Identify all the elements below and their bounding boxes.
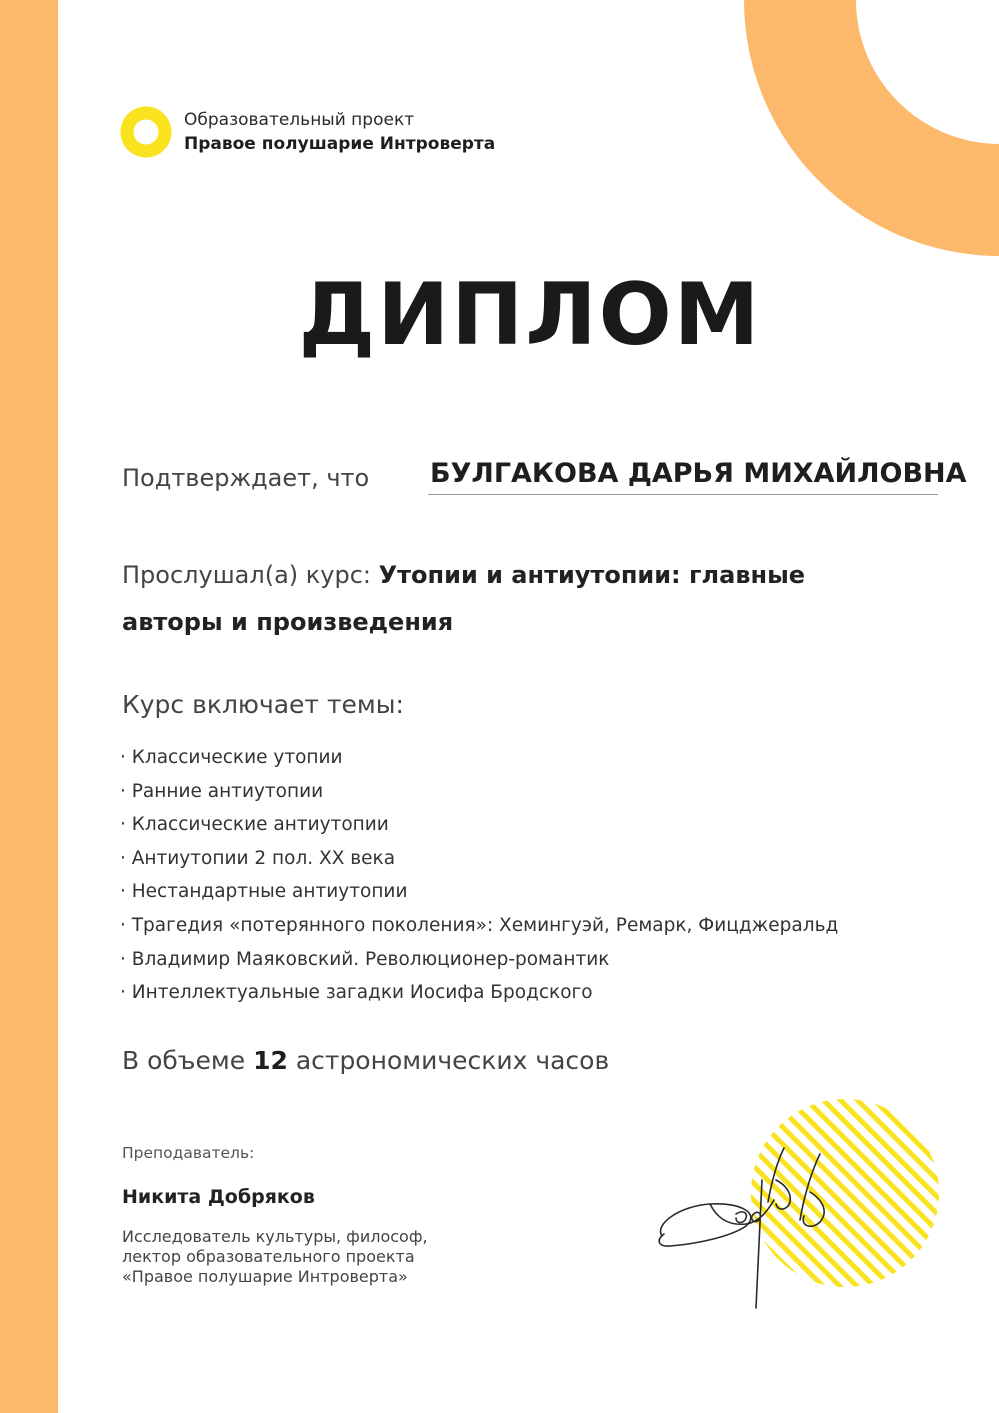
volume-suffix: астрономических часов bbox=[295, 1046, 610, 1075]
yellow-ring-logo-icon bbox=[120, 106, 172, 158]
volume-hours: 12 bbox=[253, 1046, 288, 1075]
list-item: · Трагедия «потерянного поколения»: Хемингуэй, Ремарк, Фицджеральд bbox=[120, 914, 839, 936]
list-item: · Антиутопии 2 пол. XX века bbox=[120, 847, 396, 869]
list-item: · Ранние антиутопии bbox=[120, 780, 324, 802]
volume-prefix: В объеме bbox=[122, 1046, 246, 1075]
diploma-title: ДИПЛОМ bbox=[298, 265, 762, 365]
teacher-name: Никита Добряков bbox=[122, 1186, 315, 1208]
topics-list bbox=[120, 744, 838, 1013]
list-item: · Классические утопии bbox=[120, 747, 343, 768]
brand-project-name: Правое полушарие Интроверта bbox=[184, 134, 496, 154]
student-name: БУЛГАКОВА ДАРЬЯ МИХАЙЛОВНА bbox=[430, 458, 967, 489]
teacher-description-line: лектор образовательного проекта bbox=[122, 1247, 415, 1266]
topics-heading: Курс включает темы: bbox=[122, 690, 404, 719]
list-item: · Нестандартные антиутопии bbox=[120, 881, 408, 903]
course-label: Прослушал(а) курс: bbox=[122, 561, 371, 589]
teacher-description-line: Исследователь культуры, философ, bbox=[122, 1227, 428, 1246]
course-title: Утопии и антиутопии: главные авторы и произведения bbox=[122, 561, 806, 636]
brand-project-label: Образовательный проект bbox=[184, 110, 415, 130]
left-orange-band bbox=[0, 0, 58, 1413]
signature bbox=[650, 1140, 850, 1315]
teacher-description bbox=[122, 1227, 582, 1287]
course-statement bbox=[122, 552, 902, 646]
course-volume bbox=[122, 1046, 609, 1075]
list-item: · Владимир Маяковский. Революционер-романтик bbox=[120, 948, 610, 970]
teacher-description-line: «Правое полушарие Интроверта» bbox=[122, 1267, 408, 1286]
list-item: · Классические антиутопии bbox=[120, 814, 389, 836]
teacher-label: Преподаватель: bbox=[122, 1144, 255, 1162]
name-underline bbox=[428, 494, 938, 495]
confirm-label: Подтверждает, что bbox=[122, 464, 370, 492]
list-item: · Интеллектуальные загадки Иосифа Бродского bbox=[120, 982, 593, 1004]
